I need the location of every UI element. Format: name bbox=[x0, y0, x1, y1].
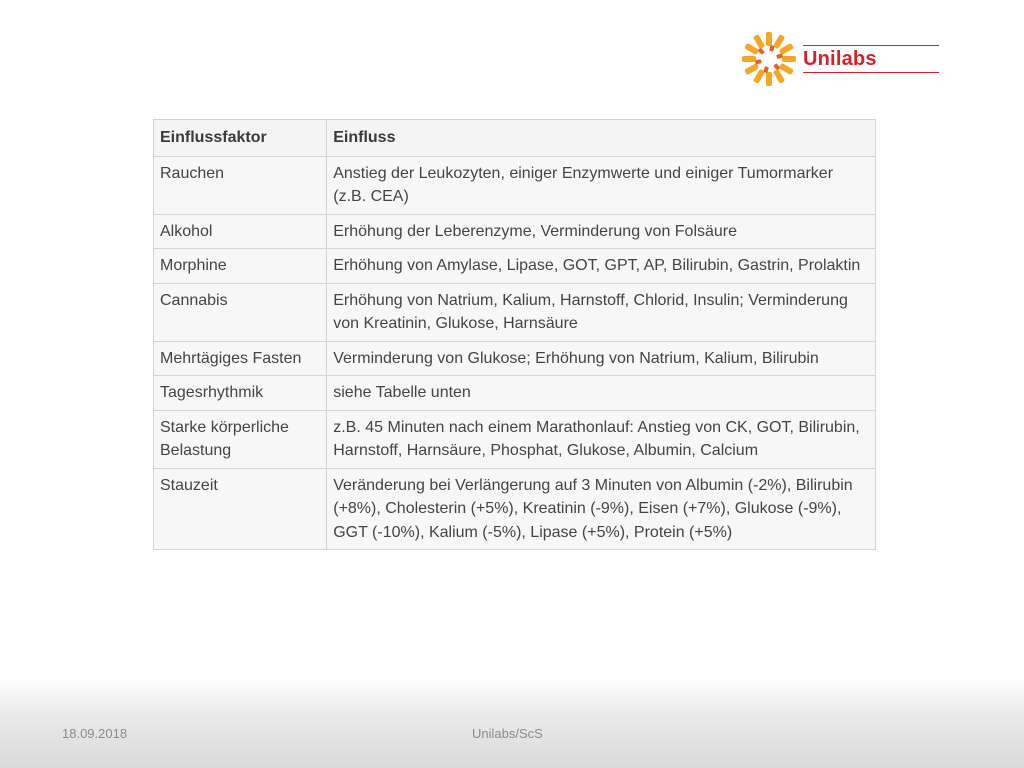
cell-faktor: Alkohol bbox=[154, 214, 327, 249]
footer-author: Unilabs/ScS bbox=[472, 726, 543, 741]
logo-wordmark: Unilabs bbox=[803, 48, 877, 70]
sun-logo-icon bbox=[742, 32, 796, 86]
cell-einfluss: siehe Tabelle unten bbox=[327, 376, 876, 411]
cell-faktor: Starke körperliche Belastung bbox=[154, 410, 327, 468]
table-row bbox=[154, 468, 876, 550]
table-row bbox=[154, 249, 876, 284]
table-row bbox=[154, 214, 876, 249]
header-einfluss: Einfluss bbox=[327, 120, 876, 157]
cell-einfluss: Anstieg der Leukozyten, einiger Enzymwerte und einiger Tumormarker (z.B. CEA) bbox=[327, 156, 876, 214]
cell-faktor: Cannabis bbox=[154, 283, 327, 341]
table-row bbox=[154, 156, 876, 214]
cell-einfluss: Erhöhung der Leberenzyme, Verminderung von Folsäure bbox=[327, 214, 876, 249]
header-einflussfaktor: Einflussfaktor bbox=[154, 120, 327, 157]
cell-einfluss: z.B. 45 Minuten nach einem Marathonlauf: Anstieg von CK, GOT, Bilirubin, Harnstoff, Harnsäure, Phosphat, Glukose, Albumin, Calcium bbox=[327, 410, 876, 468]
cell-faktor: Stauzeit bbox=[154, 468, 327, 550]
cell-faktor: Mehrtägiges Fasten bbox=[154, 341, 327, 376]
influence-table-container bbox=[153, 119, 876, 550]
cell-faktor: Morphine bbox=[154, 249, 327, 284]
cell-faktor: Tagesrhythmik bbox=[154, 376, 327, 411]
cell-einfluss: Erhöhung von Natrium, Kalium, Harnstoff, Chlorid, Insulin; Verminderung von Kreatinin, Glukose, Harnsäure bbox=[327, 283, 876, 341]
table-row bbox=[154, 341, 876, 376]
table-header-row bbox=[154, 120, 876, 157]
cell-faktor: Rauchen bbox=[154, 156, 327, 214]
unilabs-logo bbox=[742, 32, 942, 88]
table-row bbox=[154, 376, 876, 411]
footer-date: 18.09.2018 bbox=[62, 726, 128, 741]
table-row bbox=[154, 283, 876, 341]
table-row bbox=[154, 410, 876, 468]
cell-einfluss: Veränderung bei Verlängerung auf 3 Minuten von Albumin (-2%), Bilirubin (+8%), Cholesterin (+5%), Kreatinin (-9%), Eisen (+7%), Glukose (-9%), GGT (-10%), Kalium (-5%), Lipase (+5%), Protein (+5%) bbox=[327, 468, 876, 550]
cell-einfluss: Verminderung von Glukose; Erhöhung von Natrium, Kalium, Bilirubin bbox=[327, 341, 876, 376]
influence-table bbox=[153, 119, 876, 550]
logo-rule-top bbox=[803, 45, 939, 46]
logo-rule-bottom bbox=[803, 72, 939, 73]
cell-einfluss: Erhöhung von Amylase, Lipase, GOT, GPT, AP, Bilirubin, Gastrin, Prolaktin bbox=[327, 249, 876, 284]
